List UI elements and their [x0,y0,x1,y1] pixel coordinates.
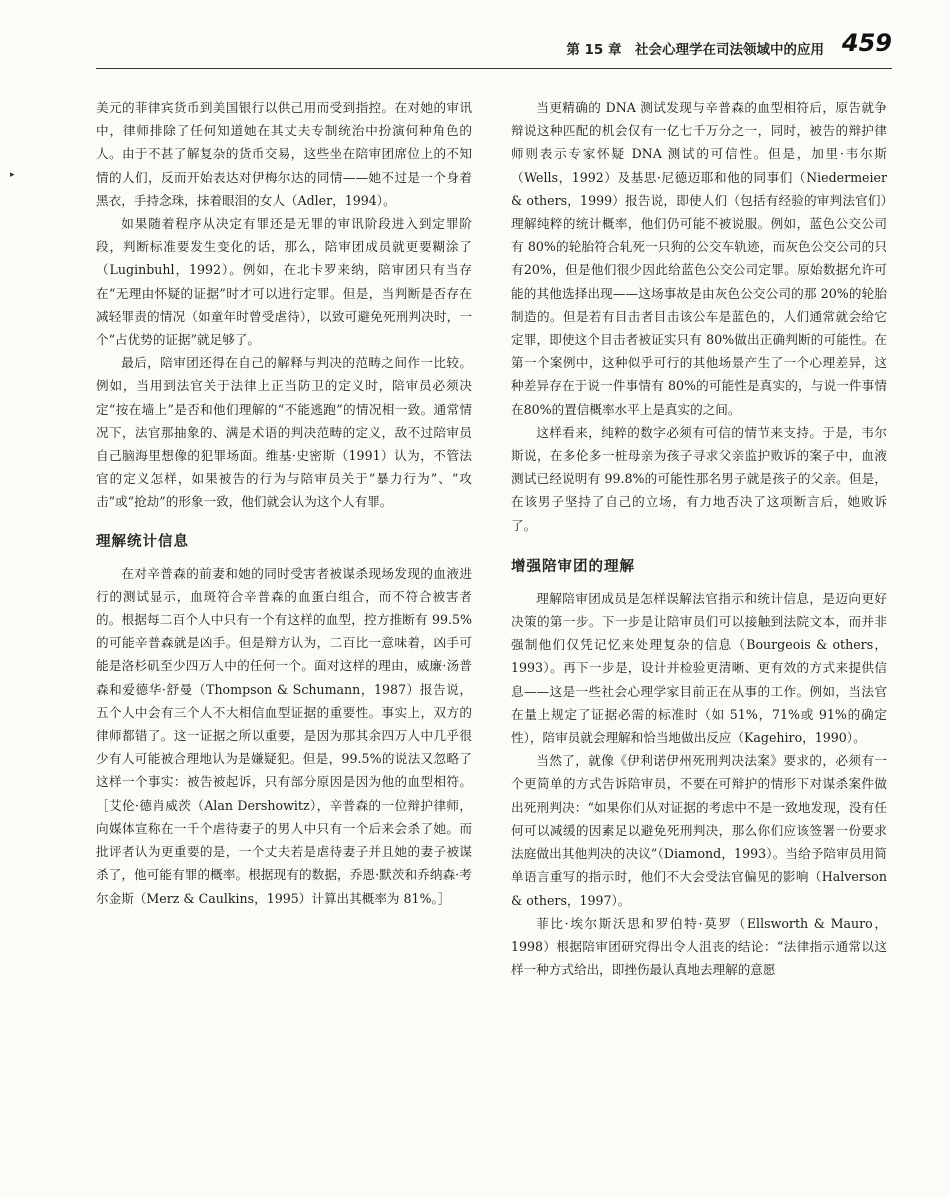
paragraph: 理解陪审团成员是怎样误解法官指示和统计信息，是迈向更好决策的第一步。下一步是让陪审员们可以接触到法院文本，而并非强制他们仅凭记忆来处理复杂的信息（Bourgeois & others，1993）。再下一步是，设计并检验更清晰、更有效的方式来提供信息——这是一些社会心理学家目前正在从事的工作。例如，当法官在量上规定了证据必需的标准时（如 51%，71%或 91%的确定性），陪审员就会理解和恰当地做出反应（Kagehiro，1990）。 [511,590,887,746]
margin-mark-icon: ▸ [10,170,15,180]
paragraph: 当更精确的 DNA 测试发现与辛普森的血型相符后，原告就争辩说这种匹配的机会仅有一亿七千万分之一，同时，被告的辩护律师则表示专家怀疑 DNA 测试的可信性。但是，加里·韦尔斯（Wells，1992）及基思·尼德迈耶和他的同事们（Niedermeier & others，1999）报告说，即使人们（包括有经验的审判法官们）理解纯粹的统计概率，他们仍可能不被说服。例如，蓝色公交公司有 80%的轮胎符合轧死一只狗的公交车轨迹，而灰色公交公司的只有20%，但是他们很少因此给蓝色公交公司定罪。原始数据允许可能的其他选择出现——这场事故是由灰色公交公司的那 20%的轮胎制造的。但是若有目击者目击该公车是蓝色的，人们通常就会给它定罪，即使这个目击者被证实只有 80%做出正确判断的可能性。在第一个案例中，这种似乎可行的其他场景产生了一个心理差异，这种差异存在于说一件事情有 80%的可能性是真实的，与说一件事情在80%的置信概率水平上是真实的之间。 [511,100,887,417]
paragraph-continued: 美元的菲律宾货币到美国银行以供己用而受到指控。在对她的审讯中，律师排除了任何知道她在其丈夫专制统治中扮演何种角色的人。由于不甚了解复杂的货币交易，这些坐在陪审团席位上的不知情的人们，反而开始表达对伊梅尔达的同情——她不过是一个身着黑衣，手持念珠，抹着眼泪的女人（Adler，1994）。 [96,100,472,208]
right-column [511,96,887,981]
paragraph: 菲比·埃尔斯沃思和罗伯特·莫罗（Ellsworth & Mauro，1998）根据陪审团研究得出令人沮丧的结论：“法律指示通常以这样一种方式给出，即挫伤最认真地去理解的意愿 [511,915,887,978]
page-number: 459 [841,29,892,57]
left-column [96,96,472,910]
paragraph: 如果随着程序从决定有罪还是无罪的审讯阶段进入到定罪阶段，判断标准要发生变化的话，那么，陪审团成员就更要糊涂了（Luginbuhl，1992）。例如，在北卡罗来纳，陪审团只有当存在“无理由怀疑的证据”时才可以进行定罪。但是，当判断是否存在减轻罪责的情况（如童年时曾受虐待），以致可避免死刑判决时，一个“占优势的证据”就足够了。 [96,216,472,348]
bracket-note: ［艾伦·德肖威茨（Alan Dershowitz），辛普森的一位辩护律师，向媒体宣称在一千个虐待妻子的男人中只有一个后来会杀了她。而批评者认为更重要的是，一个丈夫若是虐待妻子并且她的妻子被谋杀了，他可能有罪的概率。根据现有的数据，乔恩·默茨和乔纳森·考尔金斯（Merz & Caulkins，1995）计算出其概率为 81%。］ [96,797,472,906]
section-heading-statistics: 理解统计信息 [96,533,189,550]
paragraph [96,562,472,910]
paragraph-text: 在对辛普森的前妻和她的同时受害者被谋杀现场发现的血液进行的测试显示，血斑符合辛普森的血蛋白组合，而不符合被害者的。根据每二百个人中只有一个有这样的血型，控方推断有 99.5%的可能辛普森就是凶手。但是辩方认为，二百比一意味着，凶手可能是洛杉矶至少四万人中的任何一个。面对这样的理由，威廉·汤普森和爱德华·舒曼（Thompson & Schumann，1987）报告说，五个人中会有三个人不大相信血型证据的重要性。事实上，双方的律师都错了。这一证据之所以重要，是因为那其余四万人中几乎很少有人可能被合理地认为是嫌疑犯。但是，99.5%的说法又忽略了这样一个事实：被告被起诉，只有部分原因是因为他的血型相符。 [96,565,472,790]
section-heading-jury-understanding: 增强陪审团的理解 [511,558,635,575]
paragraph: 当然了，就像《伊利诺伊州死刑判决法案》要求的，必须有一个更简单的方式告诉陪审员，不要在可辩护的情形下对谋杀案件做出死刑判决：“如果你们从对证据的考虑中不是一致地发现，没有任何可以减缓的因素足以避免死刑判决，那么你们应该签署一份要求法庭做出其他判决的决议”（Diamond，1993）。当给予陪审员用简单语言重写的指示时，他们不大会受法官偏见的影响（Halverson & others，1997）。 [511,753,887,908]
chapter-title: 第 15 章 社会心理学在司法领域中的应用 [566,42,824,58]
running-header [96,30,892,69]
paragraph: 最后，陪审团还得在自己的解释与判决的范畴之间作一比较。例如，当用到法官关于法律上正当防卫的定义时，陪审员必须决定“按在墙上”是否和他们理解的“不能逃跑”的情况相一致。通常情况下，法官那抽象的、满是术语的判决范畴的定义，敌不过陪审员自己脑海里想像的犯罪场面。维基·史密斯（1991）认为，不管法官的定义怎样，如果被告的行为与陪审员关于“暴力行为”、“攻击”或“抢劫”的形象一致，他们就会认为这个人有罪。 [96,355,472,510]
paragraph: 这样看来，纯粹的数字必须有可信的情节来支持。于是，韦尔斯说，在多伦多一桩母亲为孩子寻求父亲监护败诉的案子中，血液测试已经说明有 99.8%的可能性那名男子就是孩子的父亲。但是，在该男子坚持了自己的立场，有力地否决了这项断言后，她败诉了。 [511,424,887,533]
